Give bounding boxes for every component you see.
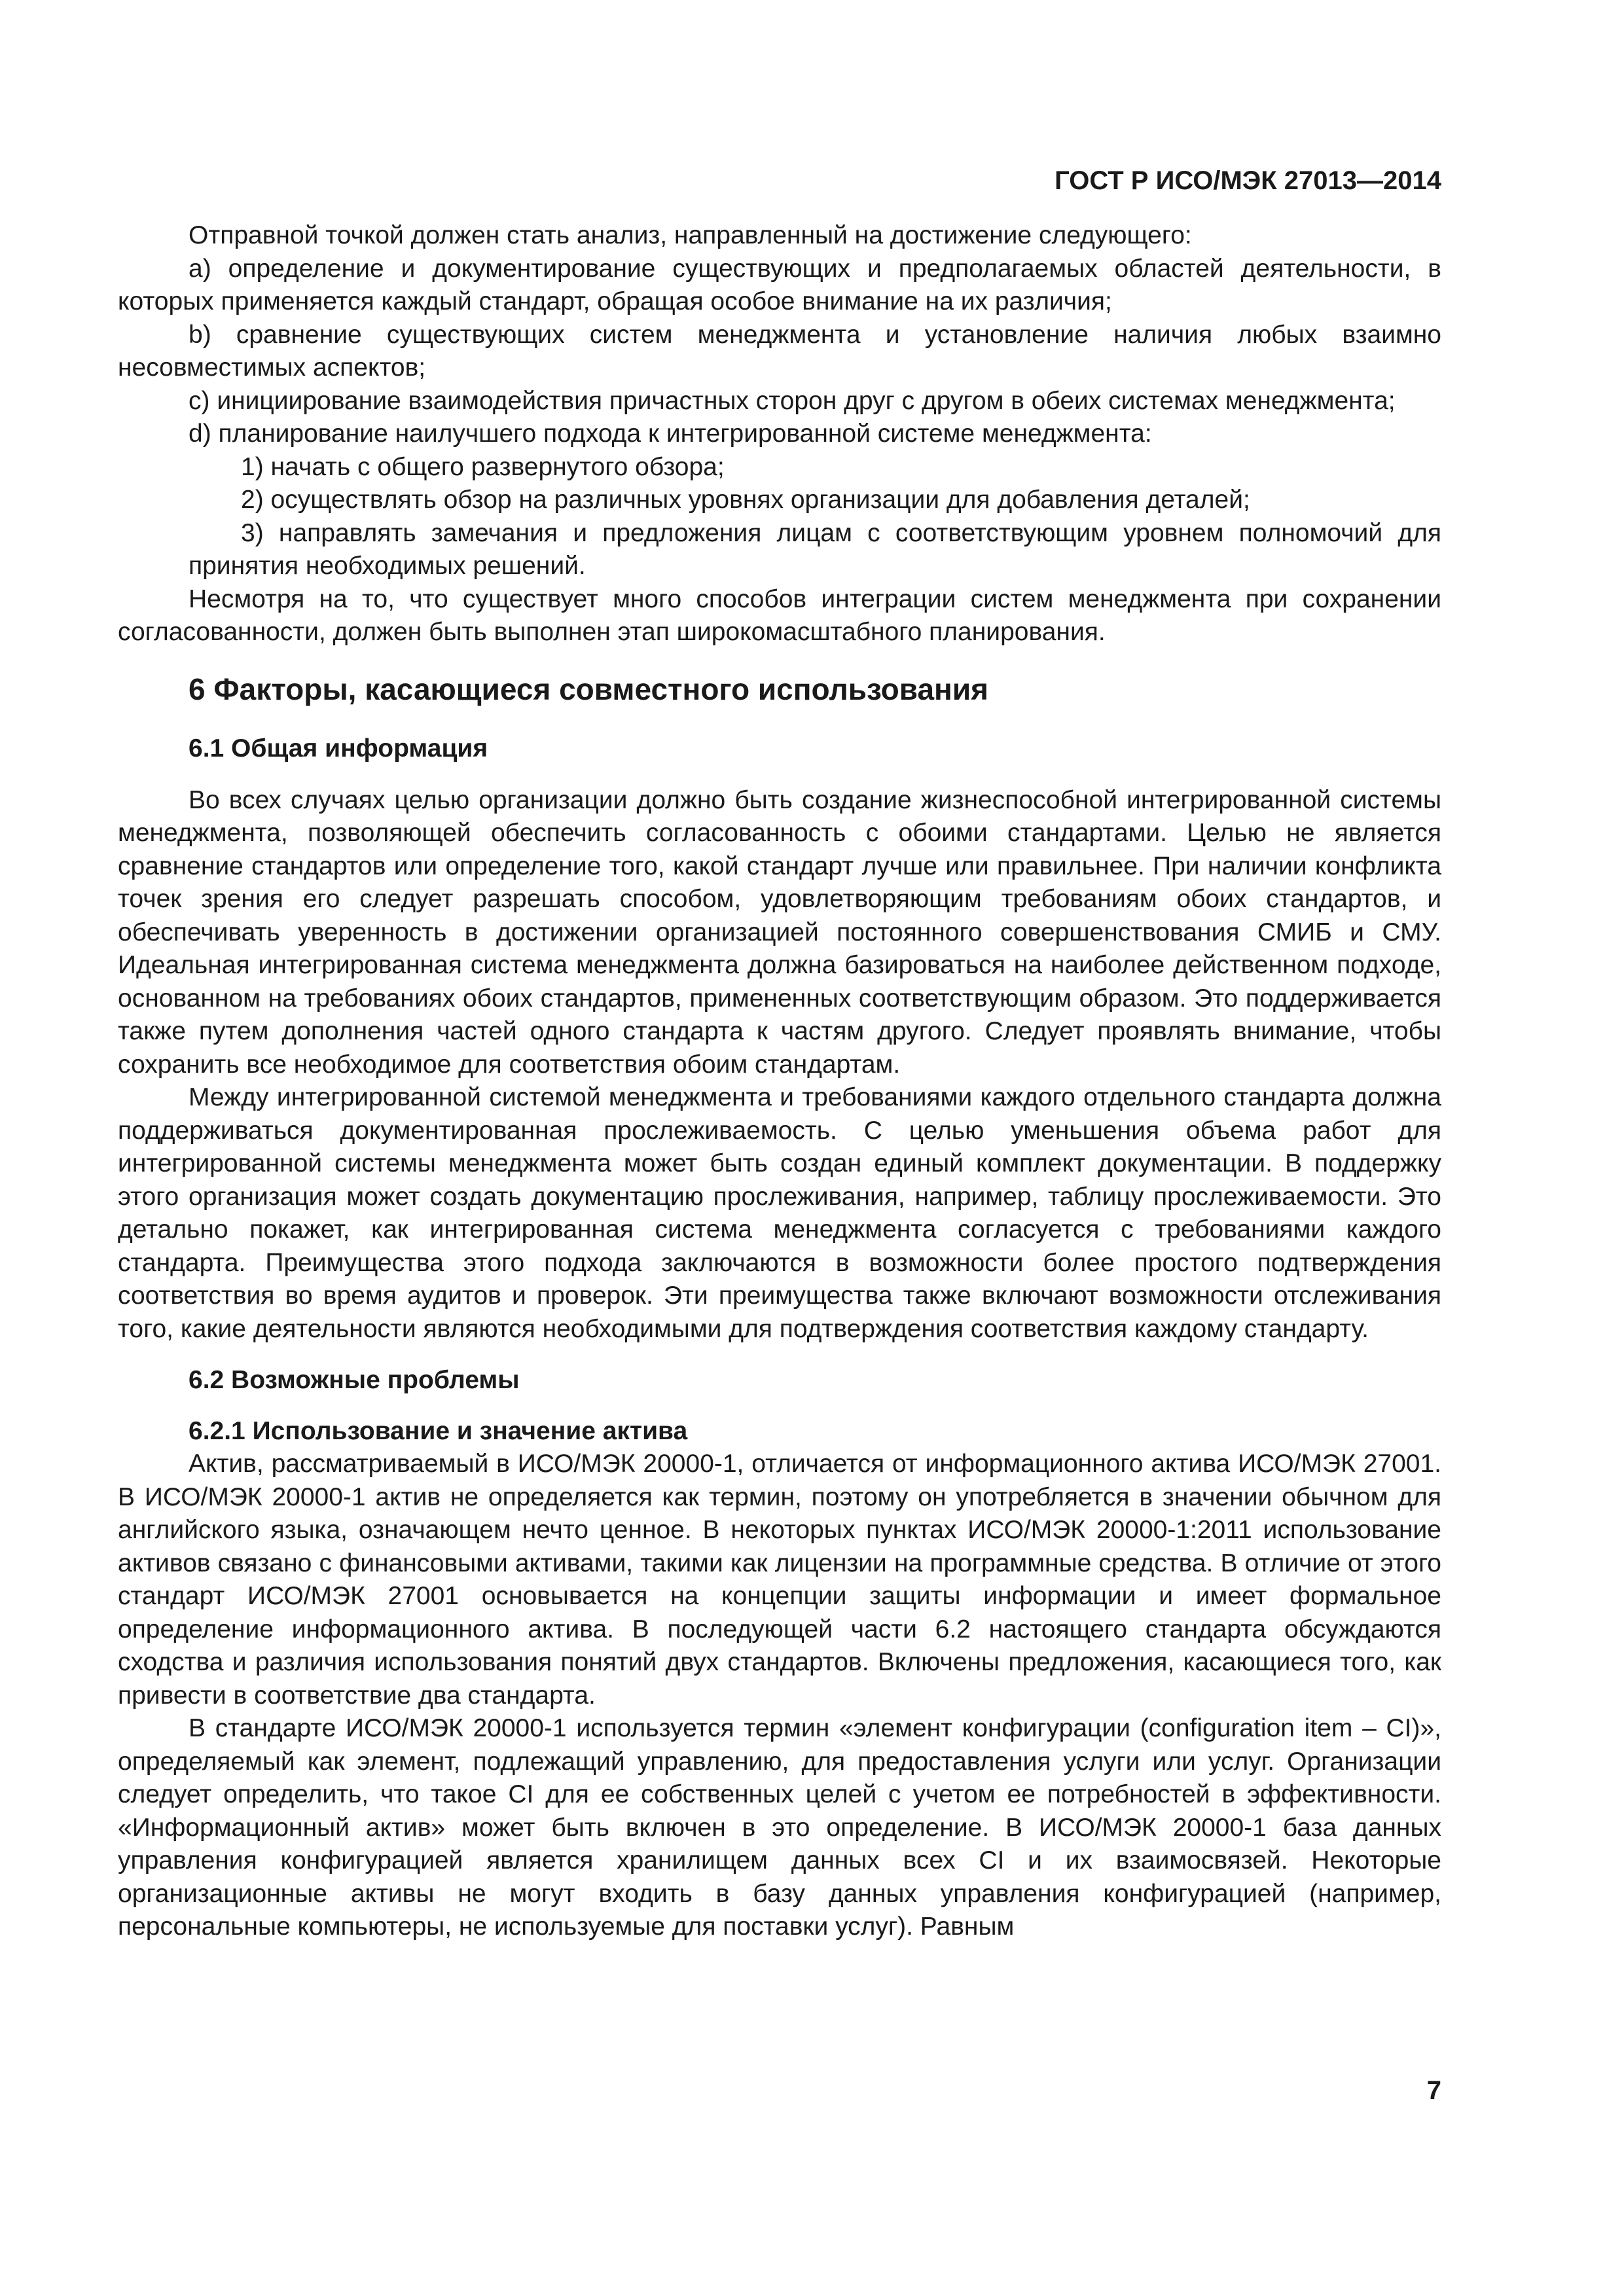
intro-item-d: d) планирование наилучшего подхода к интегрированной системе менеджмента:	[189, 420, 1152, 448]
section-6-1-heading: 6.1 Общая информация	[189, 734, 488, 762]
intro-subitem-2: 2) осуществлять обзор на различных уровнях организации для добавления деталей;	[241, 486, 1250, 514]
document-body	[118, 219, 1441, 1944]
section-6-1-paragraph-1: Во всех случаях целью организации должно быть создание жизнеспособной интегрированной системы менеджмента, позволяющей обеспечить согласованность с обоими стандартами. Целью не является сравнение стандартов или определение того, какой стандарт лучше или правильнее. При наличии конфликта точек зрения его следует разрешать способом, удовлетворяющим требованиям обоих стандартов, и обеспечивать уверенность в достижении организацией постоянного совершенствования СМИБ и СМУ. Идеальная интегрированная система менеджмента должна базироваться на наиболее действенном подходе, основанном на требованиях обоих стандартов, примененных соответствующим образом. Это поддерживается также путем дополнения частей одного стандарта к частям другого. Следует проявлять внимание, чтобы сохранить все необходимое для соответствия обоим стандартам.	[118, 785, 1441, 1079]
intro-item-c: c) инициирование взаимодействия причастных сторон друг с другом в обеих системах менеджмента;	[189, 386, 1396, 415]
section-6-heading: 6 Факторы, касающиеся совместного использования	[189, 672, 988, 706]
intro-item-b: b) сравнение существующих систем менеджмента и установление наличия любых взаимно несовместимых аспектов;	[118, 320, 1441, 382]
section-6-2-1-paragraph-1: Актив, рассматриваемый в ИСО/МЭК 20000-1, отличается от информационного актива ИСО/МЭК 27001. В ИСО/МЭК 20000-1 актив не определяется как термин, поэтому он употребляется в значении обычном для английского языка, означающем нечто ценное. В некоторых пунктах ИСО/МЭК 20000-1:2011 использование активов связано с финансовыми активами, такими как лицензии на программные средства. В отличие от этого стандарт ИСО/МЭК 27001 основывается на концепции защиты информации и имеет формальное определение информационного актива. В последующей части 6.2 настоящего стандарта обсуждаются сходства и различия использования понятий двух стандартов. Включены предложения, касающиеся того, как привести в соответствие два стандарта.	[118, 1450, 1441, 1710]
standard-header: ГОСТ Р ИСО/МЭК 27013—2014	[1055, 166, 1441, 195]
page-number: 7	[1426, 2076, 1441, 2105]
section-6-2-1-paragraph-2: В стандарте ИСО/МЭК 20000-1 используется термин «элемент конфигурации (configuration item – CI)», определяемый как элемент, подлежащий управлению, для предоставления услуги или услуг. Организации следует определить, что такое CI для ее собственных целей с учетом ее потребностей в эффективности. «Информационный актив» может быть включен в это определение. В ИСО/МЭК 20000-1 база данных управления конфигурацией является хранилищем данных всех CI и их взаимосвязей. Некоторые организационные активы не могут входить в базу данных управления конфигурацией (например, персональные компьютеры, не используемые для поставки услуг). Равным	[118, 1714, 1441, 1941]
intro-closing: Несмотря на то, что существует много способов интеграции систем менеджмента при сохранении согласованности, должен быть выполнен этап широкомасштабного планирования.	[118, 584, 1441, 646]
section-6-2-1-heading: 6.2.1 Использование и значение актива	[189, 1417, 688, 1445]
section-6-1-paragraph-2: Между интегрированной системой менеджмента и требованиями каждого отдельного стандарта должна поддерживаться документированная прослеживаемость. С целью уменьшения объема работ для интегрированной системы менеджмента может быть создан единый комплект документации. В поддержку этого организация может создать документацию прослеживания, например, таблицу прослеживаемости. Это детально покажет, как интегрированная система менеджмента согласуется с требованиями каждого стандарта. Преимущества этого подхода заключаются в возможности более простого подтверждения соответствия во время аудитов и проверок. Эти преимущества также включают возможности отслеживания того, какие деятельности являются необходимыми для подтверждения соответствия каждому стандарту.	[118, 1083, 1441, 1343]
section-6-2-heading: 6.2 Возможные проблемы	[189, 1366, 520, 1394]
intro-subitem-3: 3) направлять замечания и предложения лицам с соответствующим уровнем полномочий для принятия необходимых решений.	[189, 518, 1441, 580]
intro-item-a: a) определение и документирование существующих и предполагаемых областей деятельности, в которых применяется каждый стандарт, обращая особое внимание на их различия;	[118, 254, 1441, 315]
intro-lead: Отправной точкой должен стать анализ, направленный на достижение следующего:	[189, 221, 1192, 249]
intro-subitem-1: 1) начать с общего развернутого обзора;	[241, 452, 725, 481]
